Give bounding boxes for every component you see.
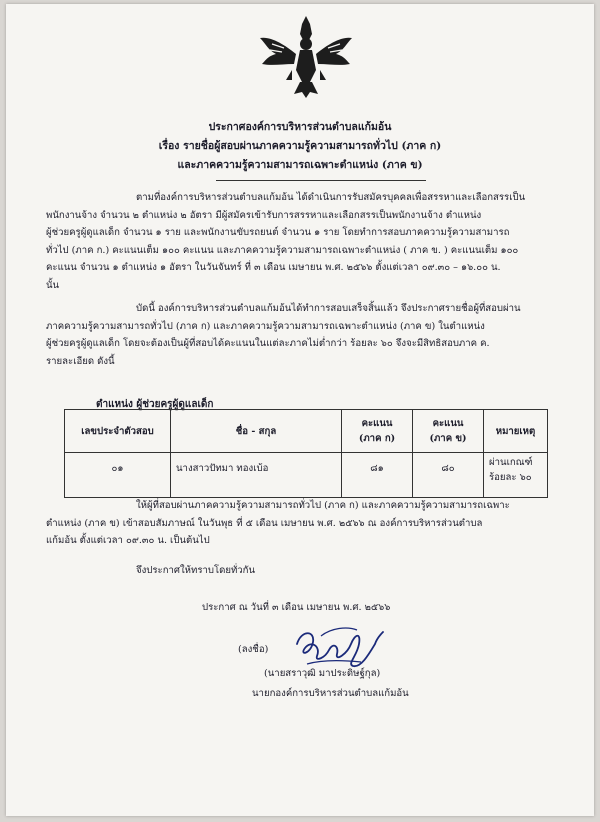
paragraph-line: นั้น	[46, 279, 60, 291]
header-score-a	[342, 410, 413, 453]
announcement-title: ประกาศองค์การบริหารส่วนตำบลแก้มอ้น	[208, 121, 392, 133]
paragraph-line: ทั่วไป (ภาค ก.) คะแนนเต็ม ๑๐๐ คะแนน และภาคความรู้ความสามารถเฉพาะตำแหน่ง ( ภาค ข. ) คะแนนเต็ม ๑๐๐	[46, 244, 519, 256]
cell-name: นางสาวปัทมา ทองเบ้อ	[171, 453, 342, 498]
signer-name: (นายสราวุฒิ มาประดิษฐ์กุล)	[264, 668, 381, 679]
paragraph-line: ผู้ช่วยครูผู้ดูแลเด็ก โดยจะต้องเป็นผู้ที่สอบได้คะแนนในแต่ละภาคไม่ต่ำกว่า ร้อยละ ๖๐ จึงจะมีสิทธิสอบภาค ค.	[46, 338, 490, 349]
header-score-b	[413, 410, 484, 453]
position-heading: ตำแหน่ง ผู้ช่วยครูผู้ดูแลเด็ก	[96, 399, 214, 410]
paragraph-line: ตามที่องค์การบริหารส่วนตำบลแก้มอ้น ได้ดำเนินการรับสมัครบุคคลเพื่อสรรหาและเลือกสรรเป็น	[136, 192, 526, 203]
announcement-date: ประกาศ ณ วันที่ ๓ เดือน เมษายน พ.ศ. ๒๕๖๖	[202, 602, 391, 613]
paragraph-line: พนักงานจ้าง จำนวน ๒ ตำแหน่ง ๒ อัตรา มีผู้สมัครเข้ารับการสรรหาและเลือกสรรเป็นพนักงานจ้าง ตำแหน่ง	[46, 209, 482, 221]
header-score-b-label: คะแนน	[432, 418, 464, 429]
header-name: ชื่อ - สกุล	[171, 410, 342, 453]
paragraph-line: ให้ผู้ที่สอบผ่านภาคความรู้ความสามารถทั่วไป (ภาค ก) และภาคความรู้ความสามารถเฉพาะ	[136, 500, 510, 511]
title-divider	[216, 180, 426, 181]
document-page	[6, 4, 594, 816]
header-exam-id: เลขประจำตัวสอบ	[65, 410, 171, 453]
cell-score-b: ๘๐	[413, 453, 484, 498]
remark-line-2: ร้อยละ ๖๐	[489, 472, 532, 483]
cell-exam-id: ๐๑	[65, 453, 171, 498]
sign-label: (ลงชื่อ)	[238, 644, 269, 655]
subject-line-2: และภาคความรู้ความสามารถเฉพาะตำแหน่ง (ภาค ข)	[177, 159, 423, 171]
signer-position: นายกองค์การบริหารส่วนตำบลแก้มอ้น	[252, 688, 409, 699]
paragraph-line: แก้มอ้น ตั้งแต่เวลา ๐๙.๓๐ น. เป็นต้นไป	[46, 535, 210, 546]
paragraph-line: รายละเอียด ดังนี้	[46, 355, 115, 367]
paragraph-line: คะแนน จำนวน ๑ ตำแหน่ง ๑ อัตรา ในวันจันทร์ ที่ ๓ เดือน เมษายน พ.ศ. ๒๕๖๖ ตั้งแต่เวลา ๐๙.๓๐ – ๑๖.๐๐ น.	[46, 262, 501, 273]
header-score-a-label: คะแนน	[361, 418, 393, 429]
closing-line: จึงประกาศให้ทราบโดยทั่วกัน	[136, 565, 256, 576]
remark-line-1: ผ่านเกณฑ์	[489, 457, 533, 468]
paragraph-line: ภาคความรู้ความสามารถทั่วไป (ภาค ก) และภาคความรู้ความสามารถเฉพาะตำแหน่ง (ภาค ข) ในตำแหน่ง	[46, 320, 485, 332]
subject-line-1: เรื่อง รายชื่อผู้สอบผ่านภาคความรู้ความสามารถทั่วไป (ภาค ก)	[158, 140, 442, 152]
cell-remark	[484, 453, 548, 498]
table-row	[65, 453, 548, 498]
garuda-emblem	[256, 14, 356, 100]
header-score-a-part: (ภาค ก)	[358, 433, 396, 444]
paragraph-2	[46, 300, 556, 370]
header-remark: หมายเหตุ	[484, 410, 548, 453]
cell-score-a: ๘๑	[342, 453, 413, 498]
header-score-b-part: (ภาค ข)	[429, 433, 467, 444]
results-table	[64, 409, 548, 498]
paragraph-line: ตำแหน่ง (ภาค ข) เข้าสอบสัมภาษณ์ ในวันพุธ ที่ ๕ เดือน เมษายน พ.ศ. ๒๕๖๖ ณ องค์การบริหารส่วนตำบล	[46, 517, 483, 529]
paragraph-line: บัดนี้ องค์การบริหารส่วนตำบลแก้มอ้นได้ทำการสอบเสร็จสิ้นแล้ว จึงประกาศรายชื่อผู้ที่สอบผ่าน	[136, 303, 521, 314]
table-header-row	[65, 410, 548, 453]
paragraph-3	[46, 497, 556, 550]
paragraph-line: ผู้ช่วยครูผู้ดูแลเด็ก จำนวน ๑ ราย และพนักงานขับรถยนต์ จำนวน ๑ ราย โดยทำการสอบภาคความรู้ความสามารถ	[46, 227, 510, 238]
paragraph-1	[46, 189, 556, 294]
